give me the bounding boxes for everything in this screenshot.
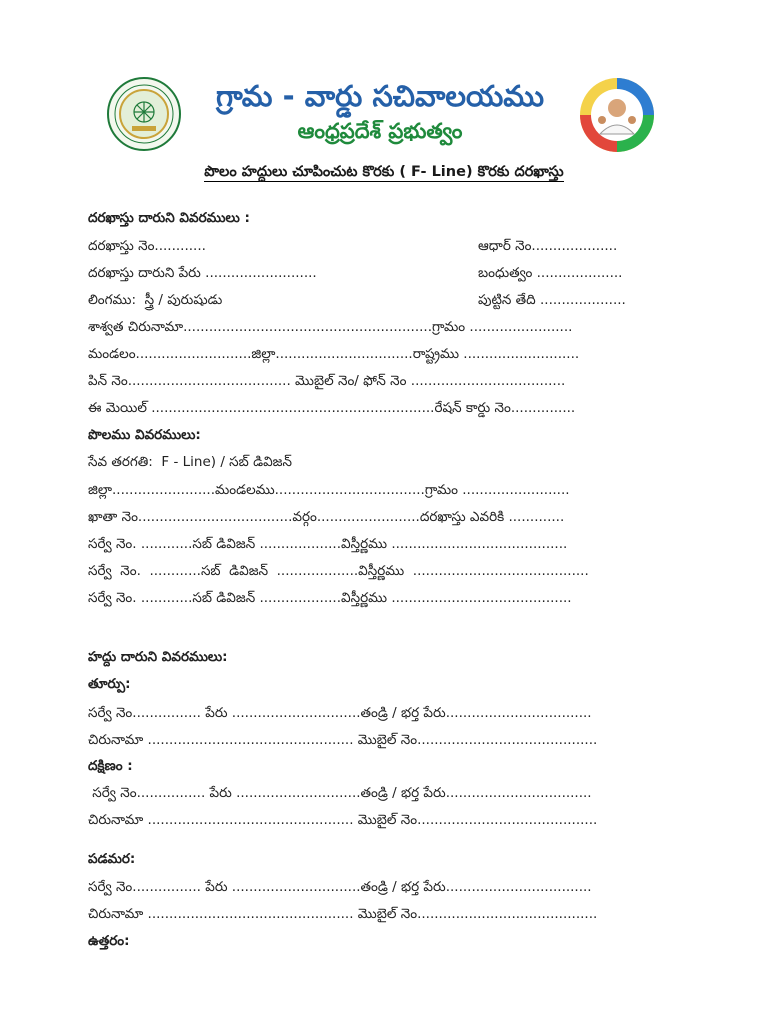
boundary-section-heading: హద్దు దారుని వివరములు: (88, 649, 228, 665)
aadhar-number-field: ఆధార్ నెం.................... (478, 238, 618, 254)
ap-government-emblem-icon (106, 76, 182, 152)
east-label: తూర్పు: (88, 676, 131, 692)
service-category-field: సేవ తరగతి: F - Line) / సబ్ డివిజన్ (88, 454, 293, 470)
west-survey-field: సర్వే నెం................ పేరు ..............................తండ్రి / భర్త పేరు.................................. (88, 879, 592, 895)
east-address-field: చిరునామా ................................................ మొబైల్ నెం.......................................... (88, 732, 598, 748)
south-label: దక్షిణం : (88, 758, 133, 774)
form-title-text: పొలం హద్దులు చూపించుట కొరకు ( F- Line) కొరకు దరఖాస్తు (204, 164, 564, 180)
land-section-heading: పొలము వివరములు: (88, 427, 201, 443)
permanent-address-field: శాశ్వత చిరునామా..........................................................గ్రామం ........................ (88, 319, 573, 335)
south-address-field: చిరునామా ................................................ మొబైల్ నెం.......................................... (88, 812, 598, 828)
applicant-name-field: దరఖాస్తు దారుని పేరు .......................... (88, 265, 317, 281)
south-survey-field: సర్వే నెం................ పేరు .............................తండ్రి / భర్త పేరు.................................. (88, 785, 592, 801)
east-survey-field: సర్వే నెం................ పేరు ..............................తండ్రి / భర్త పేరు.................................. (88, 705, 592, 721)
mandal-district-state-field: మండలం...........................జిల్లా................................రాష్ట్రము ........................... (88, 346, 580, 362)
relation-field: బంధుత్వం .................... (478, 265, 623, 281)
north-label: ఉత్తరం: (88, 933, 130, 949)
west-label: పడమర: (88, 851, 136, 867)
land-district-mandal-village-field: జిల్లా........................మండలము...................................గ్రామం ......................... (88, 482, 570, 498)
khata-field: ఖాతా నెం....................................వర్గం........................దరఖాస్తు ఎవరికి ............. (88, 509, 565, 525)
survey-row-3: సర్వే నెం. ............సబ్ డివిజన్ ...................విస్తీర్ణము .......................................... (88, 590, 572, 606)
portal-title: గ్రామ - వార్డు సచివాలయము (216, 79, 544, 113)
page-header (100, 72, 670, 156)
government-subtitle: ఆంధ్రప్రదేశ్ ప్రభుత్వం (297, 119, 463, 143)
west-address-field: చిరునామా ................................................ మొబైల్ నెం.......................................... (88, 906, 598, 922)
pin-mobile-field: పిన్ నెం...................................... మొబైల్ నెం/ ఫోన్ నెం .................................... (88, 373, 566, 389)
gender-field: లింగము: స్త్రీ / పురుషుడు (88, 292, 223, 308)
form-title (0, 160, 768, 184)
email-ration-field: ఈ మెయిల్ ..................................................................రేషన్ కార్డు నెం............... (88, 400, 576, 416)
application-number-field: దరఖాస్తు నెం............ (88, 238, 206, 254)
survey-row-2: సర్వే నెం. ............సబ్ డివిజన్ ...................విస్తీర్ణము ......................................... (88, 563, 589, 579)
date-of-birth-field: పుట్టిన తేది .................... (478, 292, 626, 308)
applicant-section-heading: దరఖాస్తు దారుని వివరములు : (88, 210, 250, 226)
survey-row-1: సర్వే నెం. ............సబ్ డివిజన్ ...................విస్తీర్ణము ......................................... (88, 536, 568, 552)
cm-photo-seal-icon (576, 76, 658, 154)
